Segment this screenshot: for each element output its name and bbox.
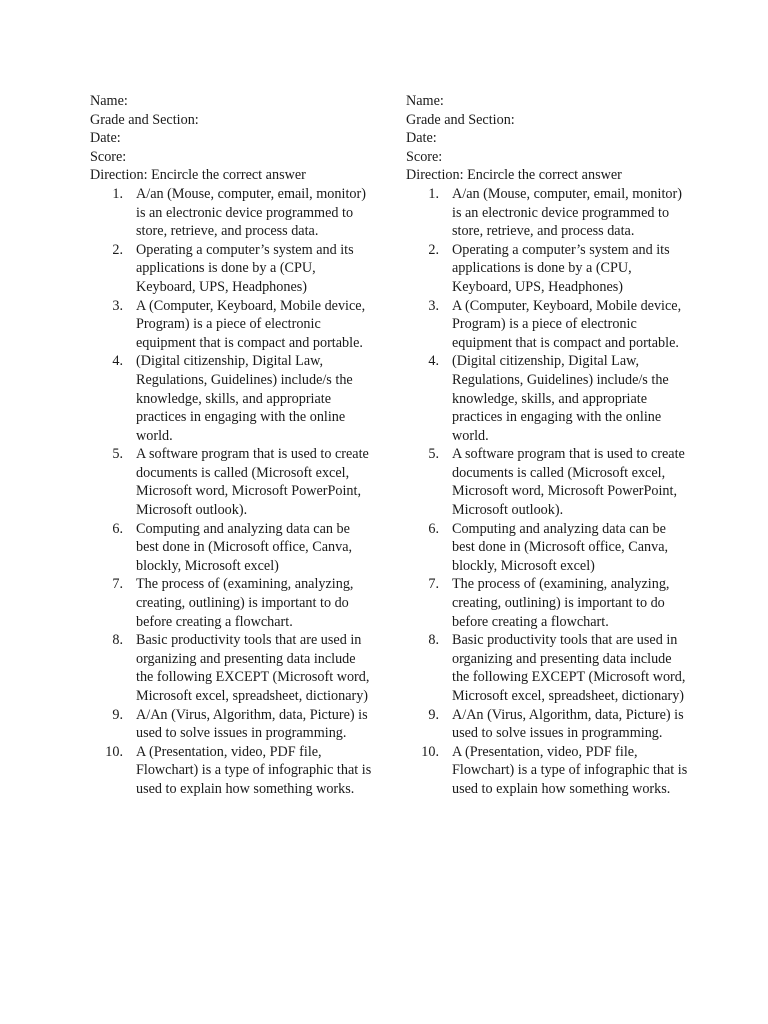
question-text: Basic productivity tools that are used in organizing and presenting data include the following EXCEPT (Microsoft word, Microsoft excel, spreadsheet, dictionary) [136,632,370,704]
question-item [90,185,375,241]
question-number: 8. [112,632,123,649]
score-label: Score: [90,148,127,165]
direction-text: Direction: Encircle the correct answer [90,167,306,184]
question-number: 1. [428,185,439,202]
question-text: A (Computer, Keyboard, Mobile device, Program) is a piece of electronic equipment that is compact and portable. [452,297,682,351]
question-item [90,575,375,631]
score-label: Score: [406,148,443,165]
name-label: Name: [406,93,444,109]
question-number: 4. [428,353,439,370]
date-label: Date: [90,130,121,147]
question-text: Operating a computer’s system and its applications is done by a (CPU, Keyboard, UPS, Headphones) [136,241,354,295]
question-item [90,241,375,297]
date-label: Date: [406,130,437,147]
worksheet-right [406,92,691,799]
question-text: Basic productivity tools that are used in organizing and presenting data include the following EXCEPT (Microsoft word, Microsoft excel, spreadsheet, dictionary) [452,632,686,704]
worksheet-left [90,92,375,799]
question-text: A software program that is used to create documents is called (Microsoft excel, Microsoft word, Microsoft PowerPoint, Microsoft outlook). [452,446,685,519]
question-number: 2. [112,241,123,258]
question-item [90,352,375,445]
question-item [406,297,691,353]
question-list [90,185,375,799]
question-text: Operating a computer’s system and its applications is done by a (CPU, Keyboard, UPS, Headphones) [452,241,670,295]
question-text: (Digital citizenship, Digital Law, Regulations, Guidelines) include/s the knowledge, skills, and appropriate practices in engaging with the online world. [136,353,353,444]
question-item [406,241,691,297]
direction-text: Direction: Encircle the correct answer [406,167,622,184]
question-item [406,520,691,576]
question-text: A/An (Virus, Algorithm, data, Picture) is used to solve issues in programming. [136,706,368,742]
question-item [406,185,691,241]
question-number: 6. [428,520,439,537]
question-number: 2. [428,241,439,258]
question-number: 8. [428,632,439,649]
question-number: 3. [428,297,439,314]
question-number: 7. [428,576,439,593]
question-number: 1. [112,185,123,202]
question-text: Computing and analyzing data can be best done in (Microsoft office, Canva, blockly, Microsoft excel) [452,520,669,574]
question-number: 6. [112,520,123,537]
question-item [90,520,375,576]
question-item [406,743,691,799]
question-number: 10. [421,743,439,760]
name-label: Name: [90,93,128,109]
question-item [90,297,375,353]
question-number: 9. [112,706,123,723]
grade-section-label: Grade and Section: [406,111,515,128]
grade-section-label: Grade and Section: [90,111,199,128]
question-item [90,743,375,799]
question-text: A/an (Mouse, computer, email, monitor) is an electronic device programmed to store, retrieve, and process data. [136,185,366,240]
question-item [406,352,691,445]
question-number: 7. [112,576,123,593]
question-number: 10. [105,743,123,760]
question-text: A/An (Virus, Algorithm, data, Picture) is used to solve issues in programming. [452,706,684,742]
question-item [406,575,691,631]
question-item [90,631,375,705]
question-item [406,445,691,519]
question-list [406,185,691,799]
question-text: Computing and analyzing data can be best done in (Microsoft office, Canva, blockly, Microsoft excel) [136,520,353,574]
question-text: A (Computer, Keyboard, Mobile device, Program) is a piece of electronic equipment that is compact and portable. [136,297,366,351]
question-text: A software program that is used to create documents is called (Microsoft excel, Microsoft word, Microsoft PowerPoint, Microsoft outlook). [136,446,369,519]
question-number: 5. [428,446,439,463]
question-item [406,631,691,705]
question-text: A/an (Mouse, computer, email, monitor) is an electronic device programmed to store, retrieve, and process data. [452,185,682,240]
question-text: The process of (examining, analyzing, creating, outlining) is important to do before creating a flowchart. [452,576,670,630]
question-number: 5. [112,446,123,463]
question-text: (Digital citizenship, Digital Law, Regulations, Guidelines) include/s the knowledge, skills, and appropriate practices in engaging with the online world. [452,353,669,444]
question-text: A (Presentation, video, PDF file, Flowchart) is a type of infographic that is used to explain how something works. [452,743,688,797]
question-number: 9. [428,706,439,723]
question-text: A (Presentation, video, PDF file, Flowchart) is a type of infographic that is used to explain how something works. [136,743,372,797]
question-item [90,706,375,743]
question-number: 4. [112,353,123,370]
question-item [406,706,691,743]
question-item [90,445,375,519]
question-number: 3. [112,297,123,314]
question-text: The process of (examining, analyzing, creating, outlining) is important to do before creating a flowchart. [136,576,354,630]
